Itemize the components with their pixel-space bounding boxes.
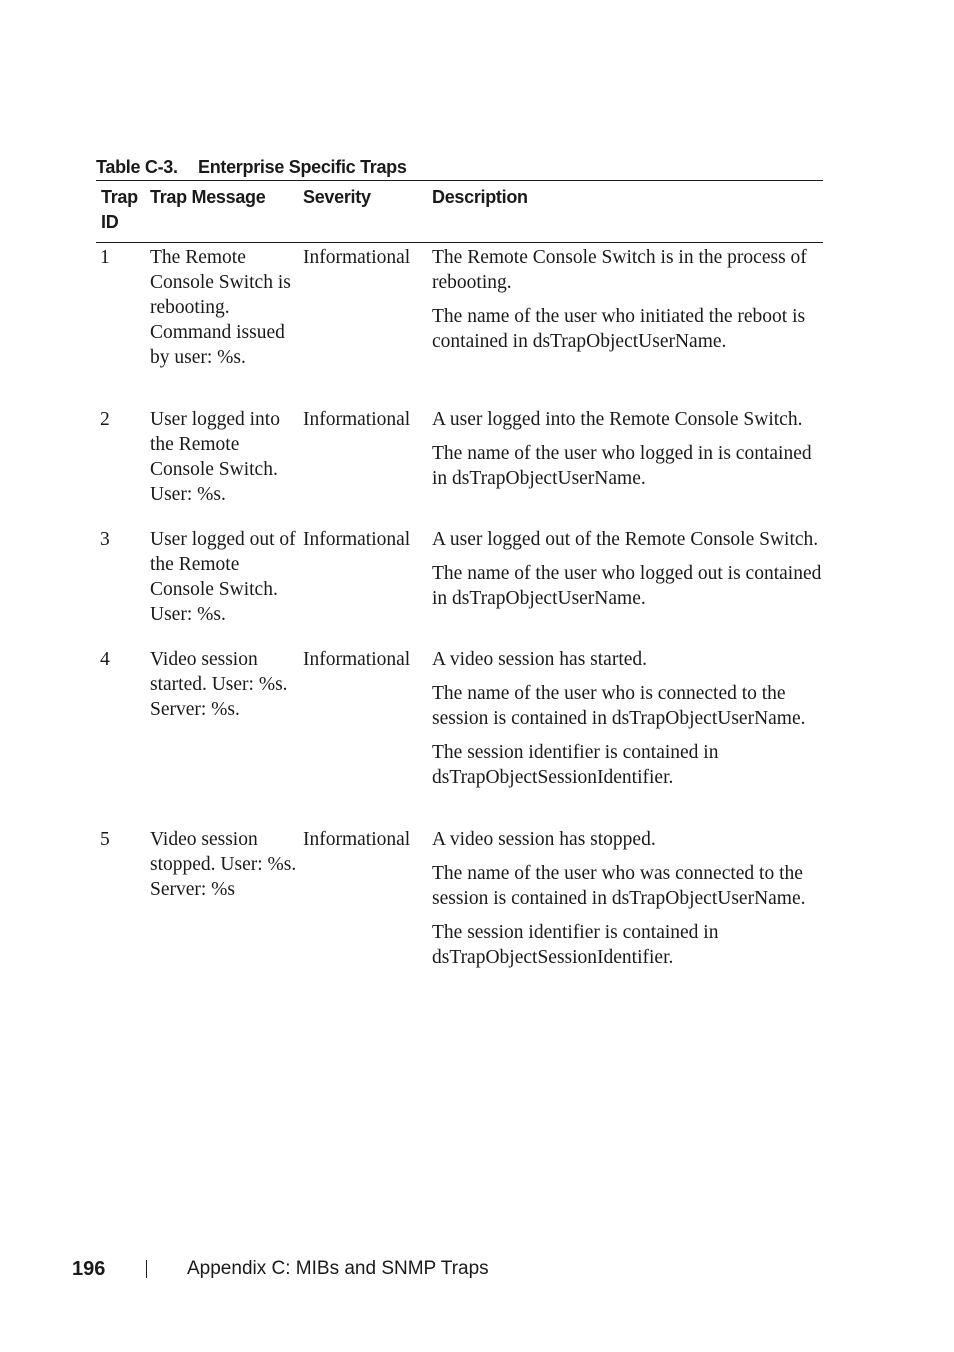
trap-message-cell: Video session started. User: %s. Server: %s. (150, 649, 288, 720)
description-paragraph: A video session has stopped. (432, 829, 656, 850)
table-caption-title: Enterprise Specific Traps (198, 157, 407, 177)
table-caption-number: Table C-3. (96, 157, 178, 177)
footer-section-title: Appendix C: MIBs and SNMP Traps (187, 1258, 489, 1279)
severity-cell: Informational (303, 409, 411, 430)
footer-divider (146, 1260, 147, 1278)
description-paragraph: The session identifier is contained in dsTrapObjectSessionIdentifier. (432, 922, 719, 968)
description-paragraph: The name of the user who logged in is contained in dsTrapObjectUserName. (432, 443, 812, 489)
description-paragraph: A video session has started. (432, 649, 648, 670)
description-cell (432, 827, 822, 979)
table-header-rule (96, 242, 823, 243)
severity-cell: Informational (303, 247, 411, 268)
trap-message-cell: Video session stopped. User: %s. Server: %s (150, 829, 297, 900)
header-trap-message: Trap Message (150, 187, 266, 207)
description-cell (432, 407, 822, 500)
trap-id-cell: 1 (100, 247, 110, 268)
page-number: 196 (72, 1258, 106, 1280)
description-cell (432, 647, 822, 799)
description-paragraph: The name of the user who logged out is contained in dsTrapObjectUserName. (432, 563, 822, 609)
table-top-rule (96, 180, 823, 181)
trap-id-cell: 5 (100, 829, 110, 850)
description-paragraph: The name of the user who is connected to the session is contained in dsTrapObjectUserName. (432, 683, 806, 729)
trap-id-cell: 2 (100, 409, 110, 430)
description-paragraph: A user logged out of the Remote Console Switch. (432, 529, 819, 550)
header-severity: Severity (303, 187, 371, 207)
severity-cell: Informational (303, 649, 411, 670)
description-paragraph: The name of the user who was connected to the session is contained in dsTrapObjectUserName. (432, 863, 806, 909)
description-cell (432, 245, 822, 363)
description-paragraph: The name of the user who initiated the reboot is contained in dsTrapObjectUserName. (432, 306, 806, 352)
description-cell (432, 527, 822, 620)
header-description: Description (432, 187, 528, 207)
trap-message-cell: User logged into the Remote Console Switch. User: %s. (150, 409, 280, 505)
description-paragraph: A user logged into the Remote Console Switch. (432, 409, 803, 430)
trap-id-cell: 4 (100, 649, 110, 670)
trap-message-cell: The Remote Console Switch is rebooting. Command issued by user: %s. (150, 247, 291, 368)
trap-message-cell: User logged out of the Remote Console Switch. User: %s. (150, 529, 296, 625)
severity-cell: Informational (303, 829, 411, 850)
table-caption (96, 155, 407, 179)
severity-cell: Informational (303, 529, 411, 550)
description-paragraph: The session identifier is contained in dsTrapObjectSessionIdentifier. (432, 742, 719, 788)
trap-id-cell: 3 (100, 529, 110, 550)
header-trap-id: Trap ID (101, 187, 138, 232)
description-paragraph: The Remote Console Switch is in the process of rebooting. (432, 247, 807, 293)
